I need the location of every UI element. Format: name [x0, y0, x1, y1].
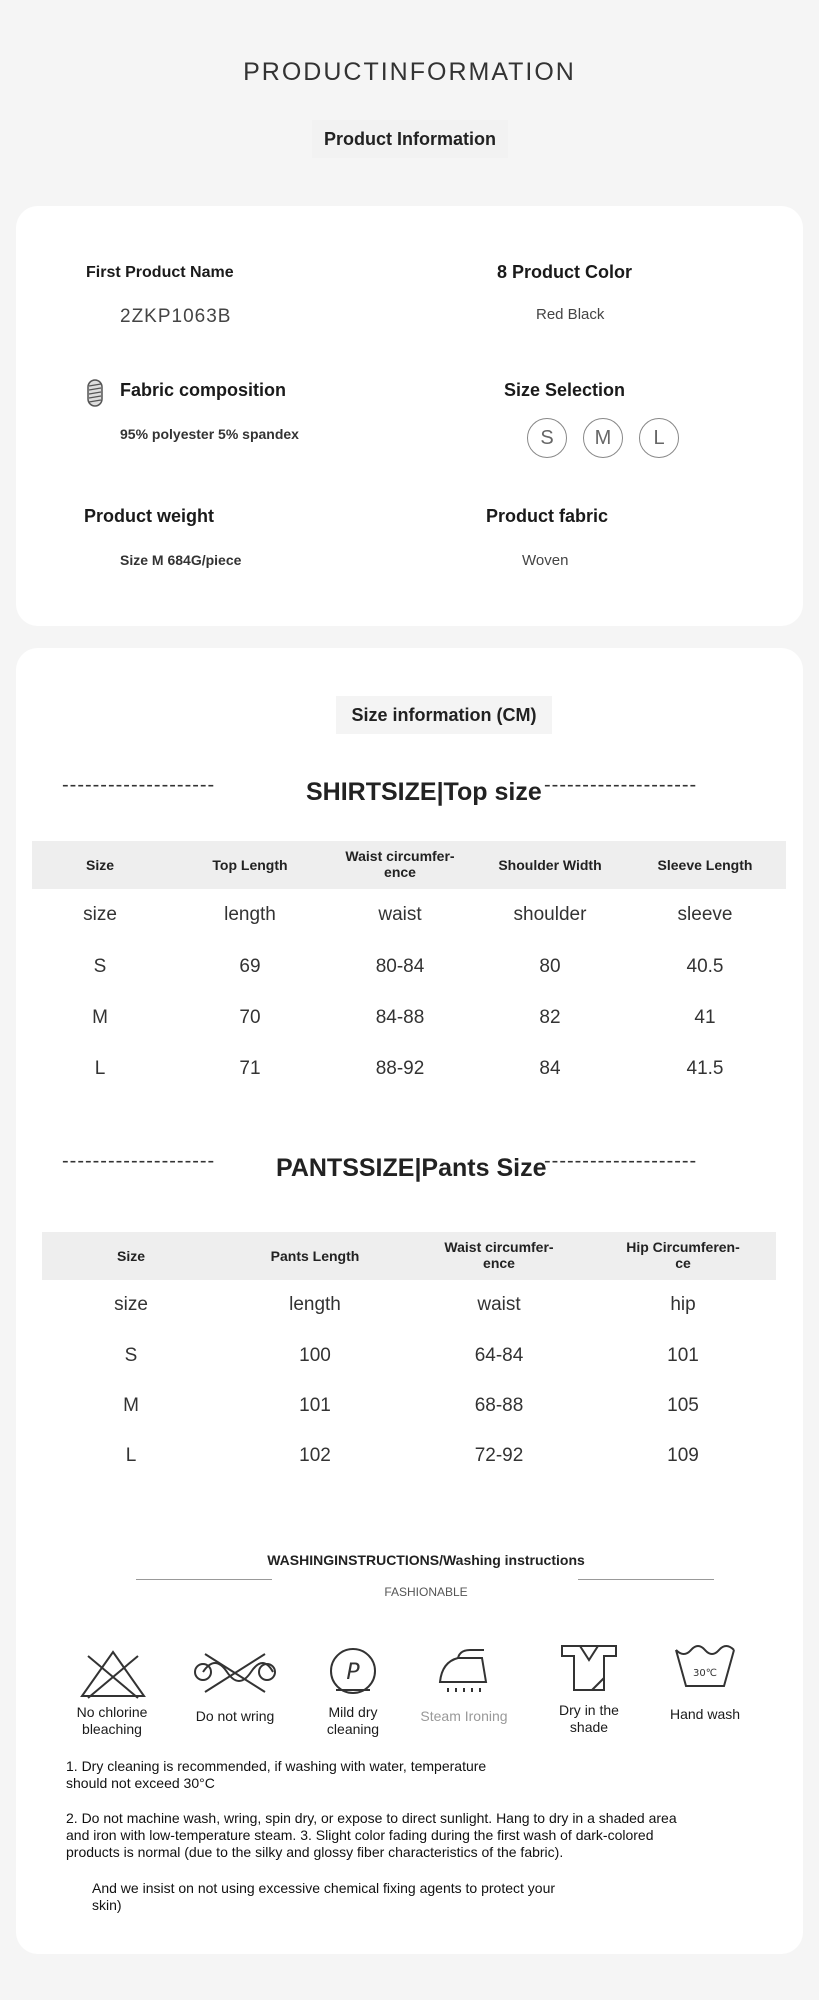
table-cell: hip	[670, 1294, 696, 1315]
table-cell: 80	[539, 956, 561, 977]
size-option-s[interactable]: S	[527, 418, 567, 458]
shirt-dashes-left: --------------------	[62, 774, 216, 796]
product-info-card	[16, 206, 803, 626]
table-cell: shoulder	[513, 904, 587, 925]
shirt-size-title: SHIRTSIZE|Top size	[306, 778, 542, 806]
pants-header-waist: Waist circumfer- ence	[444, 1239, 554, 1271]
table-cell: size	[83, 904, 117, 925]
shirt-header-length: Top Length	[212, 857, 288, 873]
table-cell: 101	[667, 1345, 699, 1366]
fabric-composition-value: 95% polyester 5% spandex	[120, 426, 299, 442]
table-cell: 101	[299, 1395, 331, 1416]
table-cell: 109	[667, 1445, 699, 1466]
table-cell: 82	[539, 1007, 561, 1028]
steam-iron-icon	[434, 1648, 492, 1696]
no-wring-label: Do not wring	[195, 1708, 275, 1724]
shirt-header-size: Size	[85, 857, 114, 873]
shirt-table-header	[32, 841, 786, 889]
product-color-value: Red Black	[536, 306, 605, 323]
table-cell: M	[123, 1395, 139, 1416]
no-chlorine-label: No chlorine bleaching	[76, 1704, 148, 1737]
size-option-l[interactable]: L	[639, 418, 679, 458]
hand-wash-label: Hand wash	[669, 1706, 741, 1722]
mild-dry-clean-icon	[328, 1646, 378, 1696]
washing-note-3: And we insist on not using excessive chemical fixing agents to protect your skin)	[92, 1880, 556, 1913]
table-cell: 41	[694, 1007, 716, 1028]
table-cell: 84	[539, 1058, 561, 1079]
table-cell: 41.5	[686, 1058, 724, 1079]
shirt-header-sleeve: Sleeve Length	[657, 857, 753, 873]
shirt-dashes-right: --------------------	[544, 774, 698, 796]
washing-subtitle: FASHIONABLE	[384, 1585, 468, 1599]
table-cell: S	[93, 956, 107, 977]
no-chlorine-icon	[78, 1648, 148, 1700]
table-cell: waist	[378, 904, 422, 925]
table-cell: L	[94, 1058, 106, 1079]
size-info-title: Size information (CM)	[336, 696, 552, 734]
hand-wash-temp: 30℃	[693, 1668, 717, 1679]
table-cell: 64-84	[474, 1345, 524, 1366]
pants-header-length: Pants Length	[270, 1248, 360, 1264]
washing-title: WASHINGINSTRUCTIONS/Washing instructions	[267, 1552, 585, 1568]
table-cell: 69	[239, 956, 261, 977]
pants-table-header	[42, 1232, 776, 1280]
table-cell: 100	[299, 1345, 331, 1366]
pants-dashes-right: --------------------	[544, 1150, 698, 1172]
mild-dry-label: Mild dry cleaning	[326, 1704, 380, 1737]
table-cell: 105	[667, 1395, 699, 1416]
product-name-value: 2ZKP1063B	[120, 306, 232, 327]
washing-note-1: 1. Dry cleaning is recommended, if washing with water, temperature should not exceed 30°C	[66, 1758, 487, 1791]
dry-shade-label: Dry in the shade	[559, 1702, 619, 1735]
divider-right	[578, 1579, 714, 1580]
table-cell: size	[114, 1294, 148, 1315]
shirt-header-shoulder: Shoulder Width	[498, 857, 602, 873]
product-name-label: First Product Name	[86, 264, 234, 281]
shirt-header-waist: Waist circumfer- ence	[345, 848, 455, 880]
pants-dashes-left: --------------------	[62, 1150, 216, 1172]
dry-shade-icon	[558, 1642, 620, 1694]
table-cell: 80-84	[375, 956, 425, 977]
table-cell: S	[124, 1345, 138, 1366]
table-cell: 84-88	[375, 1007, 425, 1028]
table-cell: 102	[299, 1445, 331, 1466]
size-info-card	[16, 648, 803, 1954]
table-cell: 88-92	[375, 1058, 425, 1079]
table-cell: sleeve	[677, 904, 733, 925]
product-weight-label: Product weight	[84, 506, 214, 526]
table-cell: length	[289, 1294, 341, 1315]
pants-size-title: PANTSSIZE|Pants Size	[276, 1154, 547, 1182]
product-weight-value: Size M 684G/piece	[120, 552, 242, 568]
pants-header-hip: Hip Circumferen- ce	[626, 1239, 740, 1271]
table-cell: 71	[239, 1058, 261, 1079]
no-wring-icon	[193, 1650, 277, 1694]
page-subtitle: Product Information	[312, 120, 508, 158]
washing-note-2: 2. Do not machine wash, wring, spin dry, or expose to direct sunlight. Hang to dry in a shaded area and iron with low-temperature steam. 3. Slight color fading during the first wash of dark-colored products is normal (due to the silky and glossy fiber characteristics of the fabric).	[66, 1810, 677, 1860]
table-cell: 72-92	[474, 1445, 524, 1466]
fabric-composition-label: Fabric composition	[120, 380, 287, 400]
table-cell: 68-88	[474, 1395, 524, 1416]
size-option-m[interactable]: M	[583, 418, 623, 458]
hand-wash-icon	[672, 1644, 738, 1694]
table-cell: waist	[477, 1294, 521, 1315]
mild-dry-letter: P	[346, 1660, 360, 1685]
table-cell: length	[224, 904, 276, 925]
table-cell: M	[92, 1007, 108, 1028]
product-color-label: 8 Product Color	[497, 262, 633, 282]
table-cell: 70	[239, 1007, 261, 1028]
page-title: PRODUCTINFORMATION	[243, 58, 576, 86]
size-selection-label: Size Selection	[504, 380, 626, 400]
yarn-spool-icon	[86, 378, 104, 408]
table-cell: L	[125, 1445, 137, 1466]
divider-left	[136, 1579, 272, 1580]
product-fabric-label: Product fabric	[486, 506, 609, 526]
pants-header-size: Size	[116, 1248, 145, 1264]
steam-iron-label: Steam Ironing	[420, 1708, 508, 1724]
product-fabric-value: Woven	[522, 552, 569, 569]
table-cell: 40.5	[686, 956, 724, 977]
